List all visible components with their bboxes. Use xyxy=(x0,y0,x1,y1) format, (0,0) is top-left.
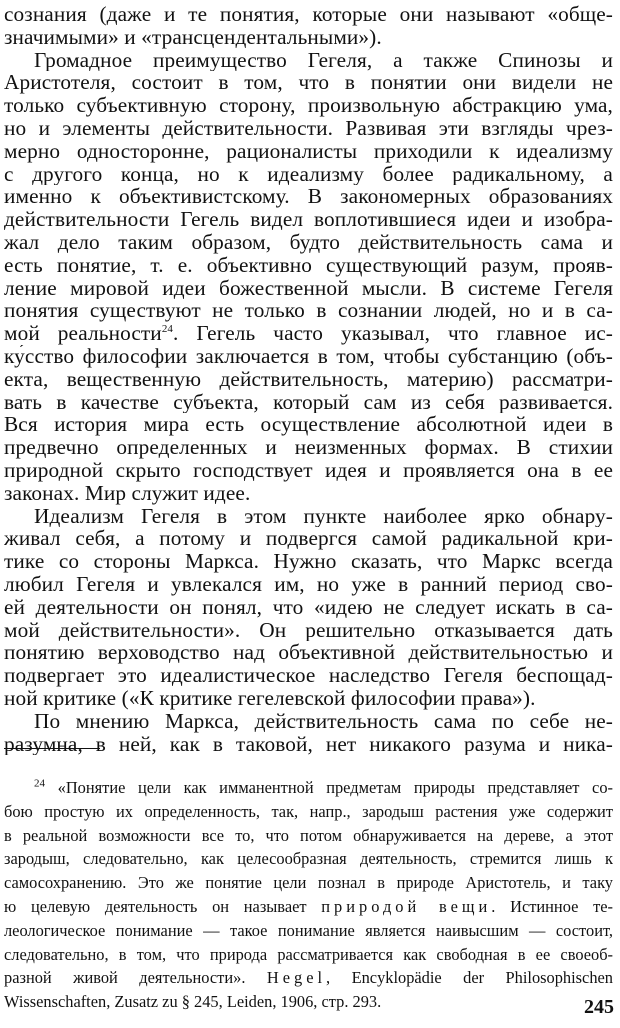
text-fragment: . Гегель часто указывал, что главное ис- xyxy=(173,322,613,345)
footnote-line: леологическое понимание — такое понимание является наивысшим — состоит, xyxy=(4,920,613,940)
footnote-reference[interactable]: 24 xyxy=(161,323,174,336)
text-line: природной скрыто господствует идея и проявляется она в ее xyxy=(4,458,613,482)
text-fragment: ю целевую деятельность он называет xyxy=(4,896,307,916)
text-line: вать в качестве субъекта, который сам из себя развивается. xyxy=(4,390,613,414)
text-line: подвергает это идеалистическое наследство Гегеля беспощад- xyxy=(4,664,613,687)
text-line: законах. Мир служит идее. xyxy=(4,481,251,505)
text-line: мой действительности». Он решительно отказывается дать xyxy=(4,618,613,642)
text-line: с другого конца, но к идеализму более радикальному, а xyxy=(4,162,613,186)
text-line: Громадное преимущество Гегеля, а также Спинозы и xyxy=(34,48,613,72)
footnote-line: в реальной возможности все то, что потом обнаруживается на дереве, а этот xyxy=(4,825,613,845)
text-line: ку́сство философии заключается в том, чтобы субстанцию (объ- xyxy=(4,344,613,368)
text-line: мерно односторонне, рационалисты приходили к идеализму xyxy=(4,139,613,163)
text-line: ей деятельности он понял, что «идею не следует искать в са- xyxy=(4,595,613,619)
text-line: Вся история мира есть осуществление абсолютной идеи в xyxy=(4,413,613,437)
text-fragment: . Истинное те- xyxy=(491,896,613,916)
text-line: есть понятие, т. е. объективно существующий разум, прояв- xyxy=(4,253,613,277)
text-line: значимыми» и «трансцендентальными»). xyxy=(4,25,382,49)
text-line: понятия существуют не только в сознании людей, но и в са- xyxy=(4,299,613,323)
text-line: разумна, в ней, как в таковой, нет никакого разума и ника- xyxy=(4,732,613,756)
text-line: ление мировой идеи божественной мысли. В системе Гегеля xyxy=(4,276,613,300)
text-line: ной критике («К критике гегелевской философии права»). xyxy=(4,686,536,710)
footnote-line: Wissenschaften, Zusatz zu § 245, Leiden, 1906, стр. 293. xyxy=(4,992,382,1012)
page-number: 245 xyxy=(584,996,614,1018)
text-line: но и элементы действительности. Развивая эти взгляды чрез- xyxy=(4,116,613,140)
text-line: жал дело таким образом, будто действительность сама и xyxy=(4,230,613,254)
text-line: Идеализм Гегеля в этом пункте наиболее ярко обнару- xyxy=(34,504,613,528)
footnote-line: следовательно, в том, что природа рассматривается как свободная в ее своеоб- xyxy=(4,944,613,964)
spaced-emphasis: природой вещи xyxy=(321,896,492,916)
text-line: понятию верховодство над объективной действительностью и xyxy=(4,641,613,665)
author-name: Hegel xyxy=(266,968,327,988)
text-line: По мнению Маркса, действительность сама по себе не- xyxy=(34,709,613,733)
text-line: любил Гегеля и увлекался им, но уже в ранний период сво- xyxy=(4,572,613,596)
text-line xyxy=(4,322,613,345)
text-fragment: разной живой деятельности». xyxy=(4,968,246,988)
text-line: сознания (даже и те понятия, которые они называют «обще- xyxy=(4,3,613,26)
footnote-line: бою простую их определенность, так, напр., зародыш растения уже содержит xyxy=(4,801,613,821)
text-line: живал себя, а потому и подвергся самой радикальной кри- xyxy=(4,527,613,551)
text-fragment: мой реальности xyxy=(4,322,162,345)
footnote-marker: 24 xyxy=(34,777,45,790)
text-fragment: , Encyklopädie der Philosophischen xyxy=(326,968,613,988)
text-fragment: «Понятие цели как имманентной предметам природы представляет со- xyxy=(57,778,613,797)
text-line: только субъективную сторону, произвольную абстракцию ума, xyxy=(4,94,613,117)
text-line: действительности Гегель видел воплотившиеся идеи и изобра- xyxy=(4,208,613,231)
main-text xyxy=(4,3,613,755)
footnote xyxy=(4,776,613,1014)
footnote-line xyxy=(4,895,613,919)
text-line: именно к объективистскому. В закономерных образованиях xyxy=(4,185,613,209)
text-line: предвечно определенных и неизменных формах. В стихии xyxy=(4,436,613,459)
footnote-line xyxy=(4,966,613,990)
footnote-separator xyxy=(4,748,100,749)
text-line: тике со стороны Маркса. Нужно сказать, что Маркс всегда xyxy=(4,550,613,573)
footnote-line: самосохранению. Это же понятие цели познал в природе Аристотель, и таку xyxy=(4,873,613,893)
footnote-line: зародыш, следовательно, как целесообразная деятельность, стремится лишь к xyxy=(4,849,613,869)
footnote-line xyxy=(4,776,613,800)
text-line: Аристотеля, состоит в том, что в понятии они видели не xyxy=(4,71,613,95)
text-line: екта, вещественную действительность, материю) рассматри- xyxy=(4,367,613,391)
